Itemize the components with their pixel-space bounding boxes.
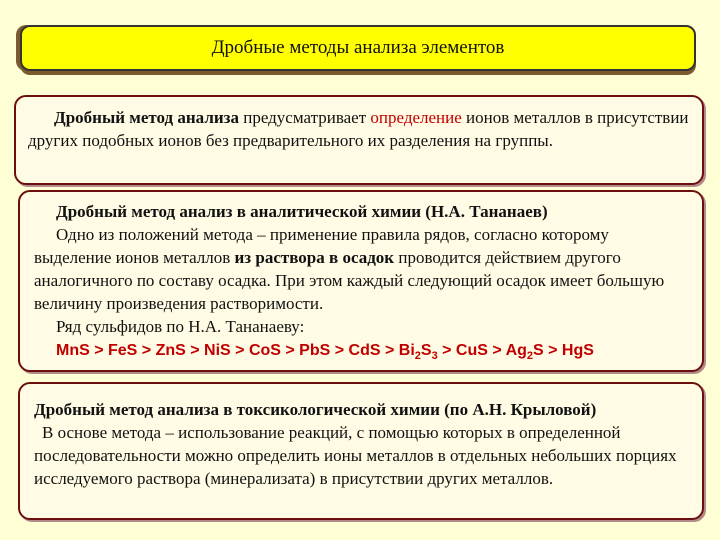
definition-term: Дробный метод анализа [54,108,239,127]
fractional-method-definition-box [14,95,704,185]
analytical-chemistry-box [18,190,704,372]
analytical-paragraph [34,223,688,315]
analytical-text-b: проводится действием другого аналогичного по составу осадка. При этом каждый следующий осадок имеет большую величину произведения растворимости. [34,248,665,313]
slide-title-text: Дробные методы анализа элементов [211,37,505,58]
definition-paragraph [28,106,690,152]
slide-title [20,25,696,71]
definition-text-a: предусматривает [238,108,371,127]
definition-text-b: ионов металлов в присутствии других подобных ионов без предварительного их разделения на группы. [28,108,689,150]
sulfide-series-formula: MnS > FeS > ZnS > NiS > CoS > PbS > CdS > $Bi_2S_3$ > CuS > $Ag_2S$ > HgS [56,342,594,362]
definition-highlight: определение [370,108,462,127]
toxicological-chemistry-box [18,382,704,520]
toxicological-paragraph: В основе метода – использование реакций, с помощью которых в определенной последовательности можно определить ионы металлов в отдельных небольших порциях исследуемого раствора (минерализата) в присутствии других металлов. [34,423,677,488]
analytical-text-a: Одно из положений метода – применение правила рядов, согласно которому выделение ионов металлов [34,225,609,267]
sulfide-series-label: Ряд сульфидов по Н.А. Тананаеву: [56,317,305,336]
analytical-bold: из раствора в осадок [234,248,395,267]
analytical-heading [34,200,688,223]
sulfide-series [34,338,688,362]
toxicological-heading [34,398,688,421]
toxicological-heading-text: Дробный метод анализа в токсикологической химии (по А.Н. Крыловой) [34,400,597,419]
analytical-heading-text: Дробный метод анализ в аналитической химии (Н.А. Тананаев) [56,202,548,221]
